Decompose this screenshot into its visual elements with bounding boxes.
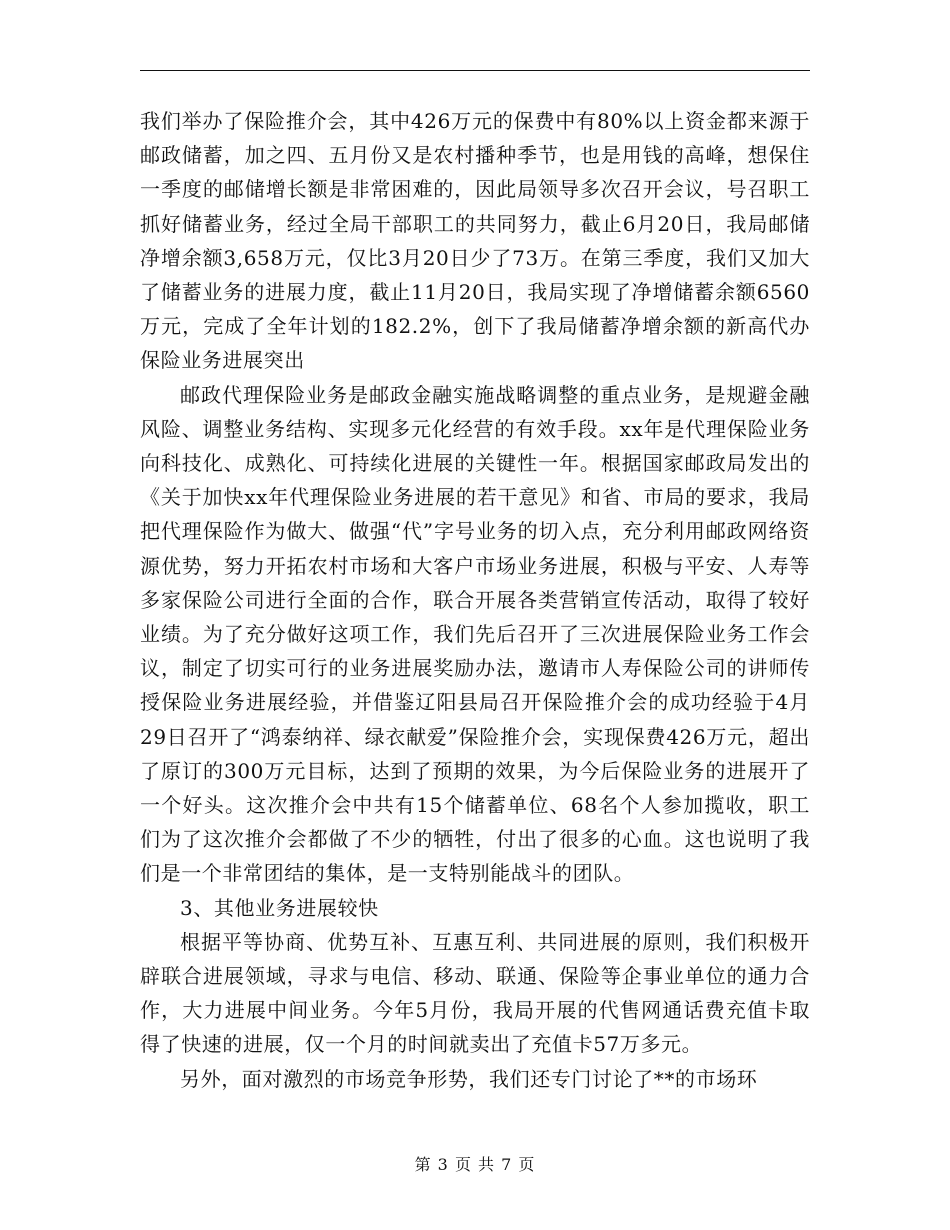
section-heading: 3、其他业务进展较快 xyxy=(180,895,379,920)
paragraph-2: 邮政代理保险业务是邮政金融实施战略调整的重点业务，是规避金融风险、调整业务结构、实现多元化经营的有效手段。xx年是代理保险业务向科技化、成熟化、可持续化进展的关键性一年。根据国家邮政局发出的《关于加快xx年代理保险业务进展的若干意见》和省、市局的要求，我局把代理保险作为做大、做强“代”字号业务的切入点，充分利用邮政网络资源优势，努力开拓农村市场和大客户市场业务进展，积极与平安、人寿等多家保险公司进行全面的合作，联合开展各类营销宣传活动，取得了较好业绩。为了充分做好这项工作，我们先后召开了三次进展保险业务工作会议，制定了切实可行的业务进展奖励办法，邀请市人寿保险公司的讲师传授保险业务进展经验，并借鉴辽阳县局召开保险推介会的成功经验于4月29日召开了“鸿泰纳祥、绿衣献爱”保险推介会，实现保费426万元，超出了原订的300万元目标，达到了预期的效果，为今后保险业务的进展开了一个好头。这次推介会中共有15个储蓄单位、68名个人参加揽收，职工们为了这次推介会都做了不少的牺牲，付出了很多的心血。这也说明了我们是一个非常团结的集体，是一支特别能战斗的团队。 xyxy=(140,382,810,886)
paragraph-1: 我们举办了保险推介会，其中426万元的保费中有80%以上资金都来源于邮政储蓄，加之四、五月份又是农村播种季节，也是用钱的高峰，想保住一季度的邮储增长额是非常困难的，因此局领导多次召开会议，号召职工抓好储蓄业务，经过全局干部职工的共同努力，截止6月20日，我局邮储净增余额3,658万元，仅比3月20日少了73万。在第三季度，我们又加大了储蓄业务的进展力度，截止11月20日，我局实现了净增储蓄余额6560万元，完成了全年计划的182.2%，创下了我局储蓄净增余额的新高代办保险业务进展突出 xyxy=(140,109,810,373)
paragraph-3: 根据平等协商、优势互补、互惠互利、共同进展的原则，我们积极开辟联合进展领域，寻求与电信、移动、联通、保险等企事业单位的通力合作，大力进展中间业务。今年5月份，我局开展的代售网通话费充值卡取得了快速的进展，仅一个月的时间就卖出了充值卡57万多元。 xyxy=(140,929,810,1057)
paragraph-4: 另外，面对激烈的市场竞争形势，我们还专门讨论了**的市场环 xyxy=(180,1066,758,1091)
page-number-footer: 第 3 页 共 7 页 xyxy=(414,1155,536,1174)
header-rule xyxy=(140,70,810,71)
document-body xyxy=(140,104,810,1096)
